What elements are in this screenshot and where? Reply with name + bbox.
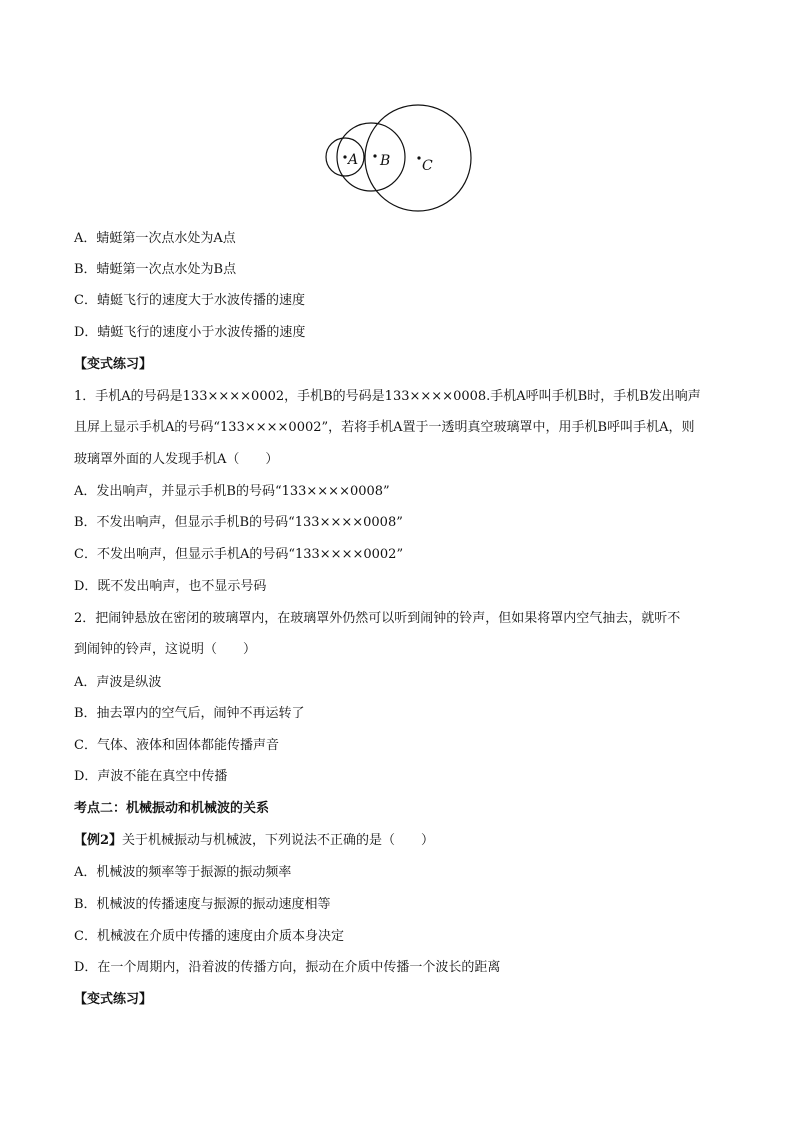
q1-option-d: D．既不发出响声，也不显示号码	[74, 579, 267, 594]
q2-option-d: D．声波不能在真空中传播	[74, 769, 228, 784]
ex2-option-b: B．机械波的传播速度与振源的振动速度相等	[74, 897, 331, 912]
example-2-stem	[74, 831, 434, 851]
q1-option-b: B．不发出响声，但显示手机B的号码“133××××0008”	[74, 515, 403, 530]
option-d: D．蜻蜓飞行的速度小于水波传播的速度	[74, 325, 306, 340]
section-title-practice: 【变式练习】	[74, 357, 153, 372]
example-2-stem-text: 关于机械振动与机械波，下列说法不正确的是（ ）	[122, 833, 435, 848]
ex2-option-a: A．机械波的频率等于振源的振动频率	[74, 865, 292, 880]
q2-option-c: C．气体、液体和固体都能传播声音	[74, 738, 279, 753]
option-a: A．蜻蜓第一次点水处为A点	[74, 231, 236, 246]
point-a	[343, 155, 346, 158]
q2-stem-line-2: 到闹钟的铃声，这说明（ ）	[74, 642, 257, 657]
q1-option-a: A．发出响声，并显示手机B的号码“133××××0008”	[74, 484, 390, 499]
q2-stem-line-1: 2．把闹钟悬放在密闭的玻璃罩内，在玻璃罩外仍然可以听到闹钟的铃声，但如果将罩内空气抽去，就听不	[74, 611, 681, 626]
label-c: C	[422, 158, 433, 174]
option-c: C．蜻蜓飞行的速度大于水波传播的速度	[74, 293, 305, 308]
section-heading-kaodian-2: 考点二：机械振动和机械波的关系	[74, 801, 270, 816]
q2-option-a: A．声波是纵波	[74, 675, 162, 690]
section-title-practice-2: 【变式练习】	[74, 992, 153, 1007]
ex2-option-c: C．机械波在介质中传播的速度由介质本身决定	[74, 929, 344, 944]
example-2-tag: 【例2】	[74, 833, 123, 848]
ripple-circles-figure	[320, 102, 480, 216]
q1-option-c: C．不发出响声，但显示手机A的号码“133××××0002”	[74, 547, 404, 562]
ex2-option-d: D．在一个周期内，沿着波的传播方向，振动在介质中传播一个波长的距离	[74, 960, 501, 975]
q1-stem-line-2: 且屏上显示手机A的号码“133××××0002”，若将手机A置于一透明真空玻璃罩中，用手机B呼叫手机A，则	[74, 420, 695, 435]
point-c	[417, 156, 420, 159]
point-b	[373, 154, 376, 157]
label-b: B	[380, 153, 391, 169]
q2-option-b: B．抽去罩内的空气后，闹钟不再运转了	[74, 706, 305, 721]
label-a: A	[348, 152, 359, 168]
q1-stem-line-1: 1．手机A的号码是133××××0002，手机B的号码是133××××0008.手机A呼叫手机B时，手机B发出响声	[74, 389, 701, 404]
q1-stem-line-3: 玻璃罩外面的人发现手机A（ ）	[74, 452, 279, 467]
option-b: B．蜻蜓第一次点水处为B点	[74, 262, 237, 277]
